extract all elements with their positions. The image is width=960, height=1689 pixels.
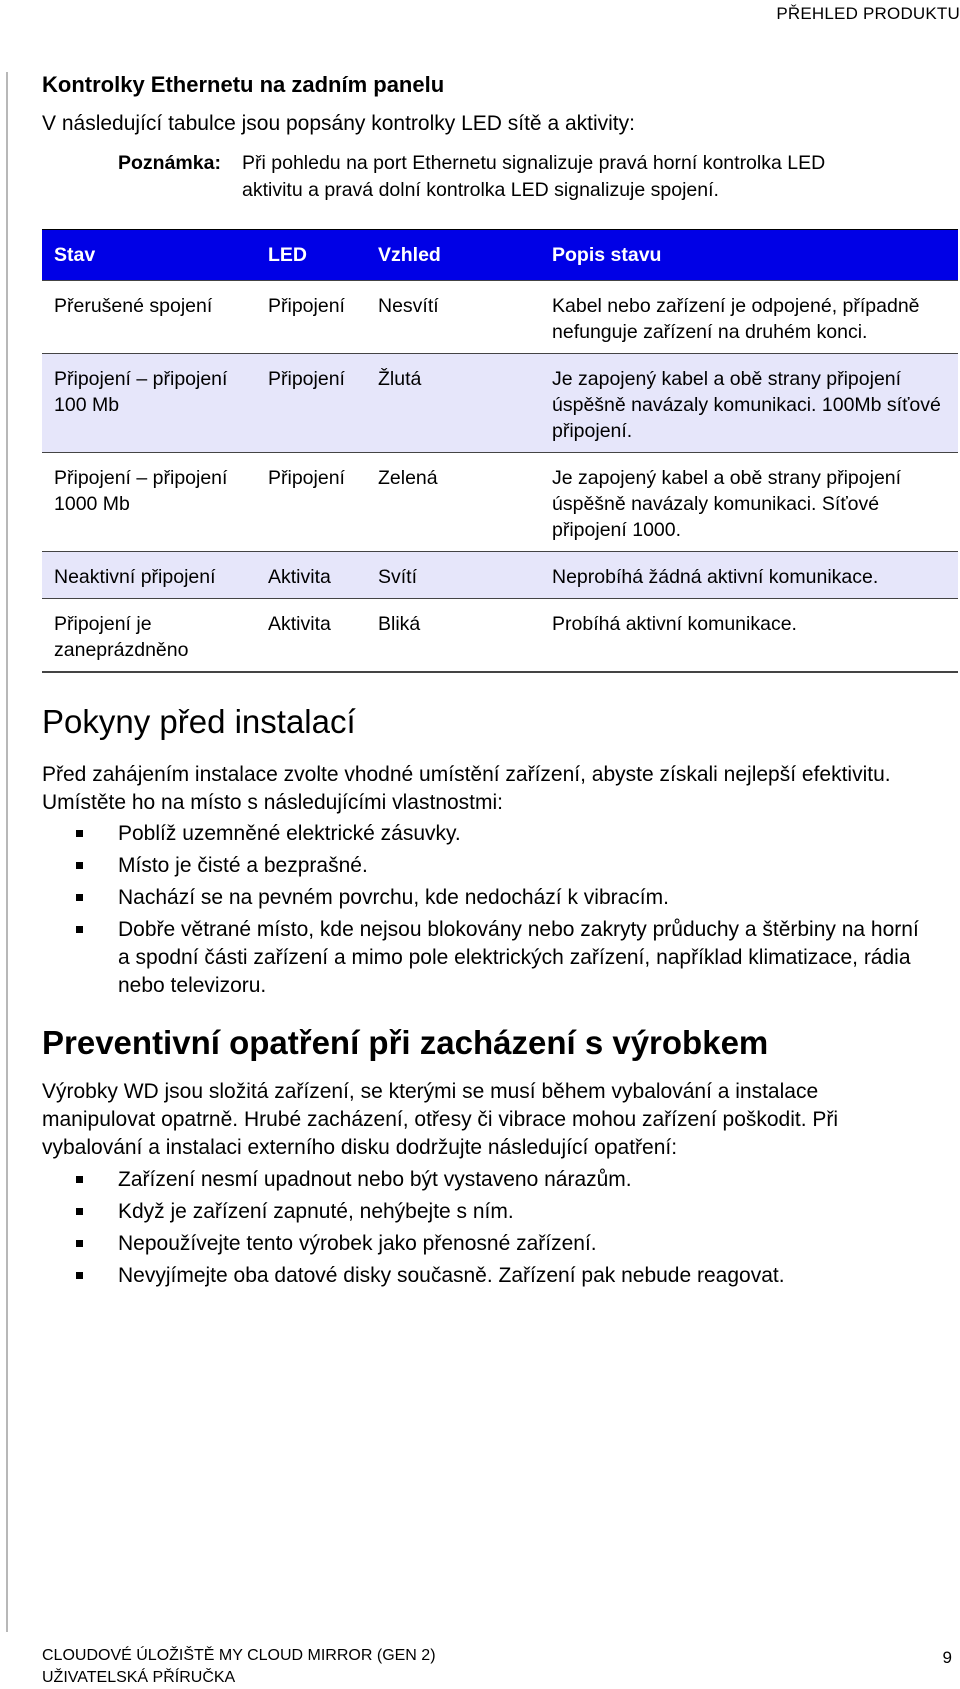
handling-list <box>42 1166 922 1294</box>
running-header: PŘEHLED PRODUKTU <box>776 4 960 23</box>
table-row <box>42 281 958 354</box>
cell-description: Je zapojený kabel a obě strany připojení úspěšně navázaly komunikaci. Síťové připojení 1000. <box>540 453 958 552</box>
list-item-text: Dobře větrané místo, kde nejsou blokovány nebo zakryty průduchy a štěrbiny na horní a spodní části zařízení a mimo pole elektrických zařízení, například klimatizace, rádia nebo televizoru. <box>118 918 919 997</box>
cell-led: Aktivita <box>256 552 366 599</box>
section-title-handling: Preventivní opatření při zacházení s výrobkem <box>42 1024 769 1061</box>
list-item <box>42 1230 922 1258</box>
led-status-table <box>42 229 958 673</box>
bullet-square-icon <box>76 862 83 869</box>
list-item-text: Nachází se na pevném povrchu, kde nedochází k vibracím. <box>118 886 669 909</box>
note-text: Při pohledu na port Ethernetu signalizuje pravá horní kontrolka LED aktivitu a pravá dolní kontrolka LED signalizuje spojení. <box>242 152 826 201</box>
cell-description: Kabel nebo zařízení je odpojené, případně nefunguje zařízení na druhém konci. <box>540 281 958 354</box>
bullet-square-icon <box>76 1208 83 1215</box>
cell-status: Připojení – připojení 1000 Mb <box>42 453 256 552</box>
cell-description: Neprobíhá žádná aktivní komunikace. <box>540 552 958 599</box>
intro-text: V následující tabulce jsou popsány kontrolky LED sítě a aktivity: <box>42 112 635 135</box>
list-item-text: Nevyjímejte oba datové disky současně. Zařízení pak nebude reagovat. <box>118 1264 785 1287</box>
column-header: LED <box>256 230 366 281</box>
cell-appearance: Zelená <box>366 453 540 552</box>
cell-appearance: Svítí <box>366 552 540 599</box>
page-number: 9 <box>942 1648 952 1667</box>
column-header: Popis stavu <box>540 230 958 281</box>
list-item <box>42 884 922 912</box>
list-item-text: Poblíž uzemněné elektrické zásuvky. <box>118 822 461 845</box>
cell-status: Přerušené spojení <box>42 281 256 354</box>
table-row <box>42 599 958 673</box>
cell-appearance: Bliká <box>366 599 540 673</box>
list-item <box>42 916 922 1000</box>
table-header-row <box>42 230 958 281</box>
cell-status: Připojení – připojení 100 Mb <box>42 354 256 453</box>
installation-list <box>42 820 922 1004</box>
footer-line-guide: UŽIVATELSKÁ PŘÍRUČKA <box>42 1669 236 1686</box>
cell-led: Připojení <box>256 281 366 354</box>
list-item <box>42 820 922 848</box>
margin-rule <box>6 72 8 1632</box>
table-row <box>42 354 958 453</box>
column-header: Stav <box>42 230 256 281</box>
cell-status: Připojení je zaneprázdněno <box>42 599 256 673</box>
bullet-square-icon <box>76 1240 83 1247</box>
cell-led: Aktivita <box>256 599 366 673</box>
cell-appearance: Nesvítí <box>366 281 540 354</box>
list-item <box>42 1262 922 1290</box>
note-label: Poznámka: <box>118 152 221 174</box>
cell-appearance: Žlutá <box>366 354 540 453</box>
footer-document-title <box>42 1645 436 1689</box>
list-item <box>42 1166 922 1194</box>
cell-led: Připojení <box>256 453 366 552</box>
bullet-square-icon <box>76 1272 83 1279</box>
note <box>118 150 882 204</box>
table-row <box>42 552 958 599</box>
cell-description: Je zapojený kabel a obě strany připojení úspěšně navázaly komunikaci. 100Mb síťové připojení. <box>540 354 958 453</box>
section-title-installation: Pokyny před instalací <box>42 703 356 740</box>
cell-description: Probíhá aktivní komunikace. <box>540 599 958 673</box>
list-item-text: Místo je čisté a bezprašné. <box>118 854 368 877</box>
bullet-square-icon <box>76 926 83 933</box>
cell-led: Připojení <box>256 354 366 453</box>
list-item-text: Nepoužívejte tento výrobek jako přenosné zařízení. <box>118 1232 597 1255</box>
footer-line-product: CLOUDOVÉ ÚLOŽIŠTĚ MY CLOUD MIRROR (GEN 2) <box>42 1647 436 1664</box>
list-item <box>42 852 922 880</box>
list-item <box>42 1198 922 1226</box>
list-item-text: Když je zařízení zapnuté, nehýbejte s ním. <box>118 1200 514 1223</box>
cell-status: Neaktivní připojení <box>42 552 256 599</box>
handling-paragraph: Výrobky WD jsou složitá zařízení, se kterými se musí během vybalování a instalace manipulovat opatrně. Hrubé zacházení, otřesy či vibrace mohou zařízení poškodit. Při vybalování a instalaci externího disku dodržujte následující opatření: <box>42 1080 839 1159</box>
installation-paragraph: Před zahájením instalace zvolte vhodné umístění zařízení, abyste získali nejlepší efektivitu. Umístěte ho na místo s následujícími vlastnostmi: <box>42 763 891 814</box>
bullet-square-icon <box>76 894 83 901</box>
table-row <box>42 453 958 552</box>
section-title-ethernet-leds: Kontrolky Ethernetu na zadním panelu <box>42 72 445 97</box>
bullet-square-icon <box>76 830 83 837</box>
bullet-square-icon <box>76 1176 83 1183</box>
list-item-text: Zařízení nesmí upadnout nebo být vystaveno nárazům. <box>118 1168 632 1191</box>
column-header: Vzhled <box>366 230 540 281</box>
